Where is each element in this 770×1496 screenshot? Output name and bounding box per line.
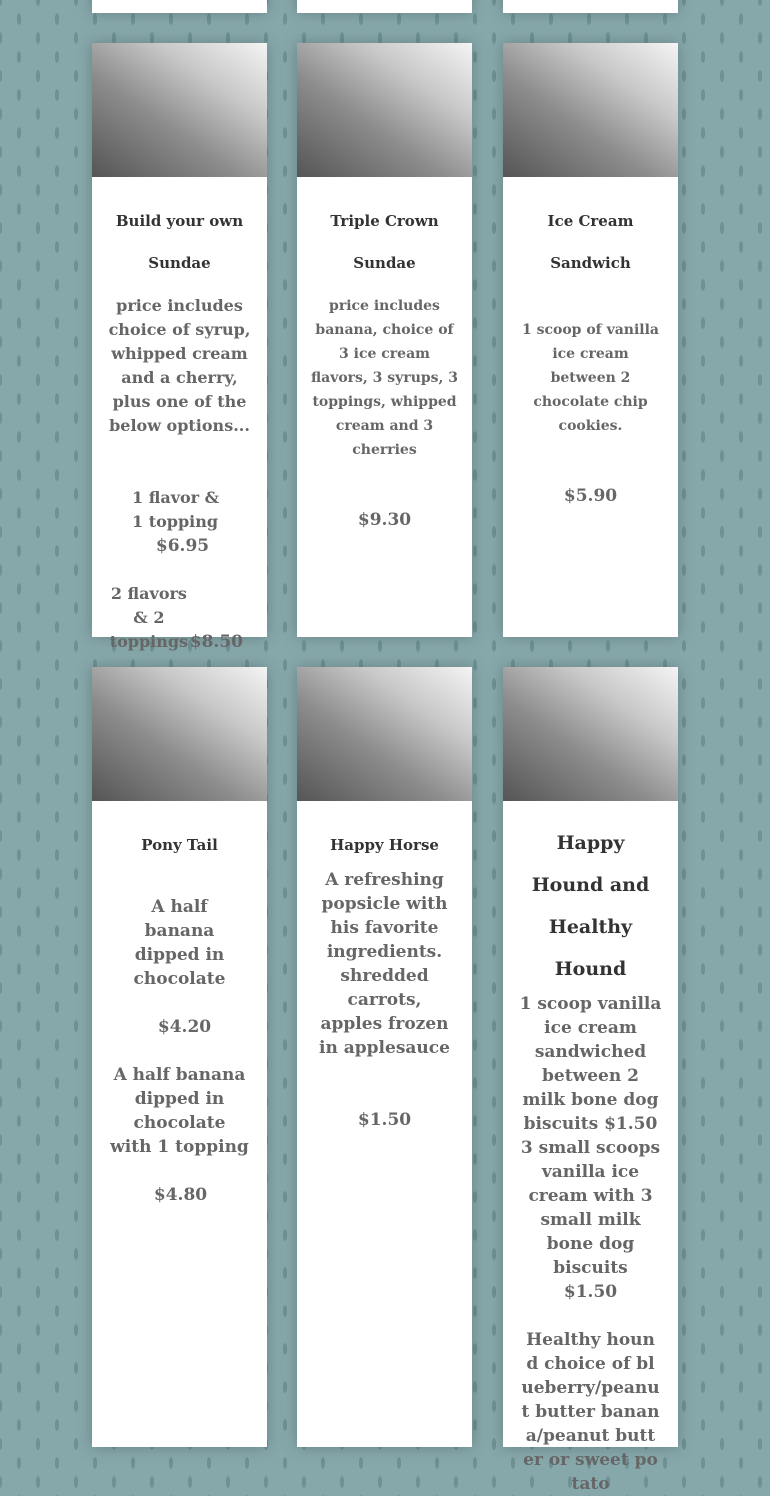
option-price: $6.95 xyxy=(155,536,210,556)
card-description: 1 scoop of vanilla ice cream between 2 chocolate chip cookies. xyxy=(521,322,659,434)
card-description: 1 scoop vanilla ice cream sandwiched between 2 milk bone dog biscuits $1.50 xyxy=(519,994,662,1134)
menu-card-triple-crown-sundae[interactable] xyxy=(297,43,472,637)
card-price: $1.50 xyxy=(563,1282,618,1302)
option-label: 2 flavors & 2 toppings xyxy=(109,584,189,651)
product-image xyxy=(297,43,472,177)
card-price: $4.80 xyxy=(153,1185,208,1205)
product-image xyxy=(503,667,678,801)
menu-card-partial xyxy=(297,0,472,13)
menu-card-happy-hound[interactable] xyxy=(503,667,678,1494)
card-price: $1.50 xyxy=(357,1110,412,1130)
product-image xyxy=(92,667,267,801)
card-title: Pony Tail xyxy=(141,836,218,854)
product-image xyxy=(92,43,267,177)
menu-card-ice-cream-sandwich[interactable] xyxy=(503,43,678,637)
card-description: Healthy hound choice of blueberry/peanut butter banana/peanut butter or sweet potato xyxy=(521,1330,660,1494)
option-row xyxy=(92,582,267,654)
product-image xyxy=(297,667,472,801)
card-title: Ice Cream Sandwich xyxy=(547,212,634,272)
menu-card-partial xyxy=(503,0,678,13)
card-title: Happy Horse xyxy=(330,836,439,854)
product-image xyxy=(503,43,678,177)
card-title: Triple Crown Sundae xyxy=(330,212,439,272)
menu-card-happy-horse[interactable] xyxy=(297,667,472,1447)
menu-card-pony-tail[interactable] xyxy=(92,667,267,1447)
card-description: A refreshing popsicle with his favorite ingredients. shredded carrots, apples frozen in applesauce xyxy=(319,870,450,1058)
option-label: 1 flavor & 1 topping xyxy=(132,488,220,531)
card-price: $9.30 xyxy=(357,510,412,530)
card-description: 3 small scoops vanilla ice cream with 3 small milk bone dog biscuits xyxy=(520,1138,661,1278)
card-title: Build your own Sundae xyxy=(115,212,244,272)
menu-card-partial xyxy=(92,0,267,13)
card-description: A half banana dipped in chocolate xyxy=(133,897,226,989)
card-price: $4.20 xyxy=(157,1017,212,1037)
menu-card-build-your-own-sundae[interactable] xyxy=(92,43,267,652)
card-description: A half banana dipped in chocolate with 1 topping xyxy=(110,1065,249,1157)
card-description: price includes banana, choice of 3 ice cream flavors, 3 syrups, 3 toppings, whipped cream and 3 cherries xyxy=(310,298,459,458)
card-price: $5.90 xyxy=(563,486,618,506)
card-title: Happy Hound and Healthy Hound xyxy=(531,832,650,980)
option-price: $8.50 xyxy=(189,632,243,652)
card-description: price includes choice of syrup, whipped cream and a cherry, plus one of the below options... xyxy=(108,296,251,435)
